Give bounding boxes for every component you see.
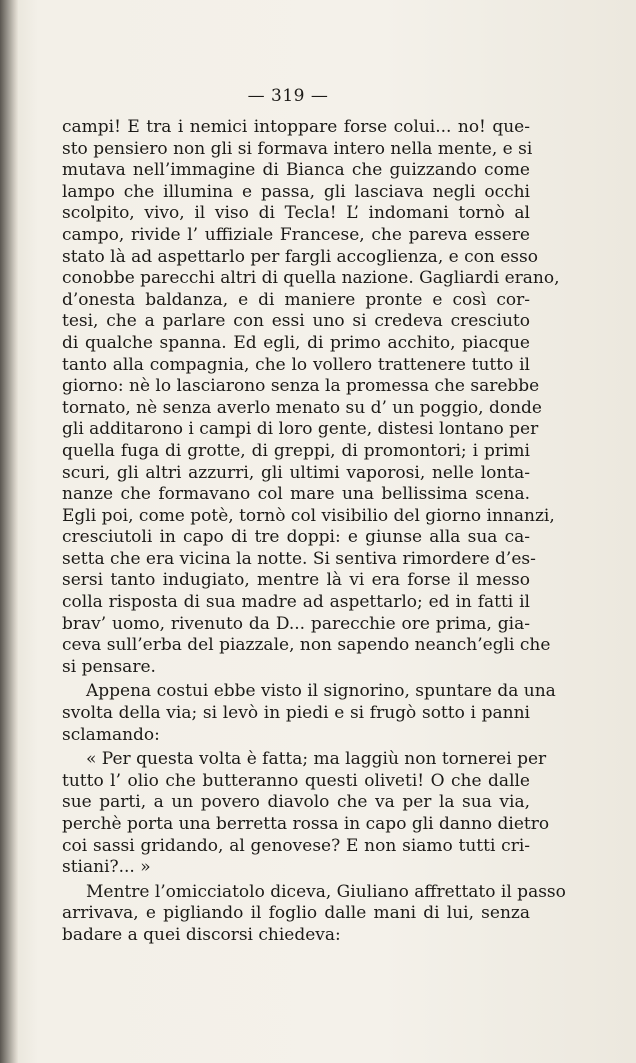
text-line: « Per questa volta è fatta; ma laggiù non tornerei per [86,749,547,770]
text-line: lampo che illumina e passa, gli lasciava negli occhi [62,181,530,202]
text-line: di qualche spanna. Ed egli, di primo acchito, piacque [62,332,530,353]
text-line: sto pensiero non gli si formava intero nella mente, e si [62,138,533,159]
text-line: campo, rivide l’ uffiziale Francese, che pareva essere [62,224,530,245]
text-line: d’onesta baldanza, e di maniere pronte e così cor- [62,289,530,310]
text-line: stato là ad aspettarlo per fargli accoglienza, e con esso [62,246,538,267]
paragraph [62,117,560,678]
text-line: coi sassi gridando, al genovese? E non siamo tutti cri- [62,835,530,856]
body-text [62,117,566,947]
text-line: mutava nell’immagine di Bianca che guizzando come [62,160,530,181]
text-line: scuri, gli altri azzurri, gli ultimi vaporosi, nelle lonta- [62,462,530,483]
text-line: Egli poi, come potè, tornò col visibilio del giorno innanzi, [62,505,555,526]
page-number: — 319 — [247,86,329,106]
text-line: arrivava, e pigliando il foglio dalle mani di lui, senza [62,903,530,924]
text-line: quella fuga di grotte, di greppi, di promontori; i primi [62,440,530,461]
text-line: sue parti, a un povero diavolo che va per la sua via, [62,792,530,813]
text-line: sclamando: [62,724,160,745]
text-line: cresciutoli in capo di tre doppi: e giunse alla sua ca- [62,527,530,548]
paragraph [62,749,550,879]
text-line: nanze che formavano col mare una bellissima scena. [62,484,530,505]
text-line: Appena costui ebbe visto il signorino, spuntare da una [86,681,556,702]
text-line: tutto l’ olio che butteranno questi oliveti! O che dalle [62,770,530,791]
text-line: perchè porta una berretta rossa in capo gli danno dietro [62,814,550,834]
text-line: giorno: nè lo lasciarono senza la promessa che sarebbe [62,376,540,397]
text-line: stiani?... » [62,857,151,878]
paragraph [62,681,556,746]
text-line: campi! E tra i nemici intoppare forse colui... no! que- [62,117,530,137]
page-binding-shadow [0,0,18,1063]
text-line: si pensare. [62,656,156,677]
text-line: sersi tanto indugiato, mentre là vi era forse il messo [62,570,530,591]
text-line: brav’ uomo, rivenuto da D... parecchie ore prima, gia- [62,613,530,634]
text-line: setta che era vicina la notte. Si sentiva rimordere d’es- [62,548,536,569]
paragraph [62,881,566,947]
text-line: badare a quei discorsi chiedeva: [62,924,341,945]
text-line: Mentre l’omicciatolo diceva, Giuliano affrettato il passo [86,881,566,902]
text-line: tornato, nè senza averlo menato su d’ un poggio, donde [62,397,542,418]
text-line: ceva sull’erba del piazzale, non sapendo neanch’egli che [62,635,551,656]
text-line: gli additarono i campi di loro gente, distesi lontano per [62,419,539,440]
text-line: tesi, che a parlare con essi uno si credeva cresciuto [62,311,530,332]
text-line: scolpito, vivo, il viso di Tecla! L’ indomani tornò al [62,203,530,224]
text-line: svolta della via; si levò in piedi e si frugò sotto i panni [62,703,530,724]
text-line: colla risposta di sua madre ad aspettarlo; ed in fatti il [62,592,530,613]
text-line: tanto alla compagnia, che lo vollero trattenere tutto il [62,354,530,375]
text-line: conobbe parecchi altri di quella nazione. Gagliardi erano, [62,268,560,289]
